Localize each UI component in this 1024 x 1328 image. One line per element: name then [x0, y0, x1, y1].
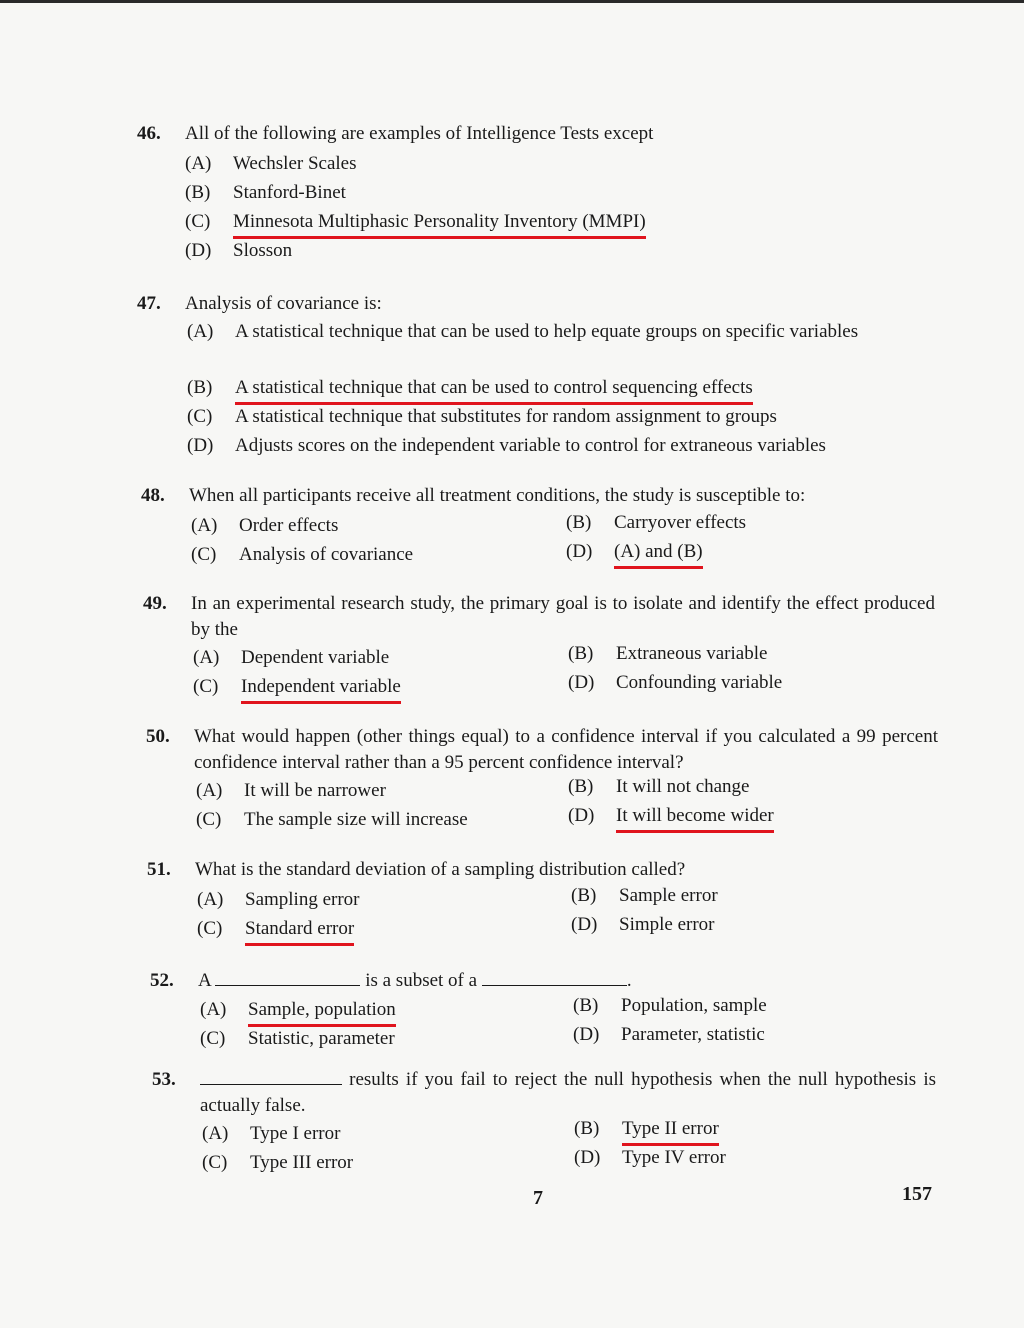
option-letter: (B) — [568, 776, 594, 797]
option-letter: (A) — [202, 1123, 229, 1144]
question-text: When all participants receive all treatment conditions, the study is susceptible to: — [189, 485, 806, 506]
option-text: Population, sample — [621, 995, 767, 1016]
option-text: Order effects — [239, 515, 339, 536]
option-letter: (B) — [568, 643, 594, 664]
question-number: 47. — [137, 293, 161, 314]
option-text: Type I error — [250, 1123, 341, 1144]
option-text: It will be narrower — [244, 780, 386, 801]
question-text — [200, 1067, 936, 1119]
option-text: Type III error — [250, 1152, 354, 1173]
option-letter: (D) — [568, 672, 595, 693]
fill-in-blank — [482, 969, 627, 986]
option-text: A statistical technique that can be used to help equate groups on specific variables — [235, 321, 859, 342]
option-letter: (C) — [197, 918, 223, 939]
answer-underline: Independent variable — [241, 674, 401, 704]
option-text: Adjusts scores on the independent variable to control for extraneous variables — [235, 435, 826, 456]
option-letter: (A) — [197, 889, 224, 910]
option-letter: (B) — [574, 1118, 600, 1139]
question-51 — [147, 857, 947, 947]
question-number: 46. — [137, 123, 161, 144]
question-text: All of the following are examples of Intelligence Tests except — [185, 123, 654, 144]
option-text: Stanford-Binet — [233, 182, 346, 203]
option-letter: (D) — [573, 1024, 600, 1045]
question-46 — [137, 121, 937, 271]
option-letter: (D) — [185, 240, 212, 261]
question-number: 52. — [150, 970, 174, 991]
option-letter: (A) — [200, 999, 227, 1020]
option-letter: (C) — [202, 1152, 228, 1173]
option-text: Extraneous variable — [616, 643, 768, 664]
question-text-middle: is a subset of a — [365, 970, 478, 991]
option-letter: (B) — [566, 512, 592, 533]
question-text — [198, 968, 958, 994]
fill-in-blank — [215, 969, 360, 986]
page-top-border — [0, 0, 1024, 3]
option-letter: (D) — [566, 541, 593, 562]
option-letter: (C) — [193, 676, 219, 697]
option-letter: (A) — [193, 647, 220, 668]
question-text: What is the standard deviation of a sampling distribution called? — [195, 859, 686, 880]
option-letter: (C) — [187, 406, 213, 427]
option-letter: (B) — [571, 885, 597, 906]
page-number: 7 — [533, 1187, 543, 1209]
question-text: In an experimental research study, the primary goal is to isolate and identify the effect produced by the — [191, 593, 935, 640]
option-letter: (A) — [187, 321, 214, 342]
option-letter: (A) — [196, 780, 223, 801]
question-number: 50. — [146, 726, 170, 747]
question-49 — [143, 591, 943, 701]
option-text: A statistical technique that substitutes for random assignment to groups — [235, 406, 777, 427]
option-letter: (A) — [191, 515, 218, 536]
option-text: Type IV error — [622, 1147, 726, 1168]
option-letter: (C) — [196, 809, 222, 830]
question-50 — [146, 724, 946, 834]
answer-underline: A statistical technique that can be used to control sequencing effects — [235, 375, 753, 405]
answer-underline: It will become wider — [616, 803, 774, 833]
option-letter: (B) — [573, 995, 599, 1016]
question-text-body: results if you fail to reject the null hypothesis when the null hypothesis is actually false. — [200, 1069, 937, 1116]
question-number: 49. — [143, 593, 167, 614]
option-letter: (B) — [185, 182, 211, 203]
question-text-start: A — [198, 970, 211, 991]
option-letter: (D) — [574, 1147, 601, 1168]
option-text: Dependent variable — [241, 647, 390, 668]
option-text: Carryover effects — [614, 512, 747, 533]
option-text: The sample size will increase — [244, 809, 468, 830]
question-53 — [152, 1067, 952, 1177]
answer-underline: (A) and (B) — [614, 539, 703, 569]
option-letter: (D) — [187, 435, 214, 456]
option-text: Simple error — [619, 914, 715, 935]
question-text-end: . — [626, 970, 632, 991]
question-number: 51. — [147, 859, 171, 880]
page-code: 157 — [902, 1183, 932, 1205]
option-text: Statistic, parameter — [248, 1028, 395, 1049]
option-text: Sampling error — [245, 889, 360, 910]
option-text: Slosson — [233, 240, 293, 261]
option-text: Confounding variable — [616, 672, 783, 693]
option-letter: (C) — [185, 211, 211, 232]
option-text: Analysis of covariance — [239, 544, 414, 565]
answer-underline: Type II error — [622, 1116, 719, 1146]
option-letter: (C) — [191, 544, 217, 565]
option-letter: (A) — [185, 153, 212, 174]
answer-underline: Standard error — [245, 916, 354, 946]
option-text: It will not change — [616, 776, 750, 797]
option-letter: (B) — [187, 377, 213, 398]
question-47 — [137, 291, 937, 461]
option-letter: (C) — [200, 1028, 226, 1049]
answer-underline: Sample, population — [248, 997, 396, 1027]
option-text: Wechsler Scales — [233, 153, 357, 174]
question-text: What would happen (other things equal) to a confidence interval if you calculated a 99 percent confidence interval rather than a 95 percent confidence interval? — [194, 726, 938, 773]
option-letter: (D) — [571, 914, 598, 935]
question-52 — [150, 968, 950, 1058]
option-text: Parameter, statistic — [621, 1024, 765, 1045]
question-48 — [141, 483, 941, 573]
answer-underline: Minnesota Multiphasic Personality Inventory (MMPI) — [233, 209, 646, 239]
question-number: 48. — [141, 485, 165, 506]
question-number: 53. — [152, 1069, 176, 1090]
question-text: Analysis of covariance is: — [185, 293, 382, 314]
fill-in-blank — [200, 1068, 342, 1085]
option-text: Sample error — [619, 885, 718, 906]
option-letter: (D) — [568, 805, 595, 826]
